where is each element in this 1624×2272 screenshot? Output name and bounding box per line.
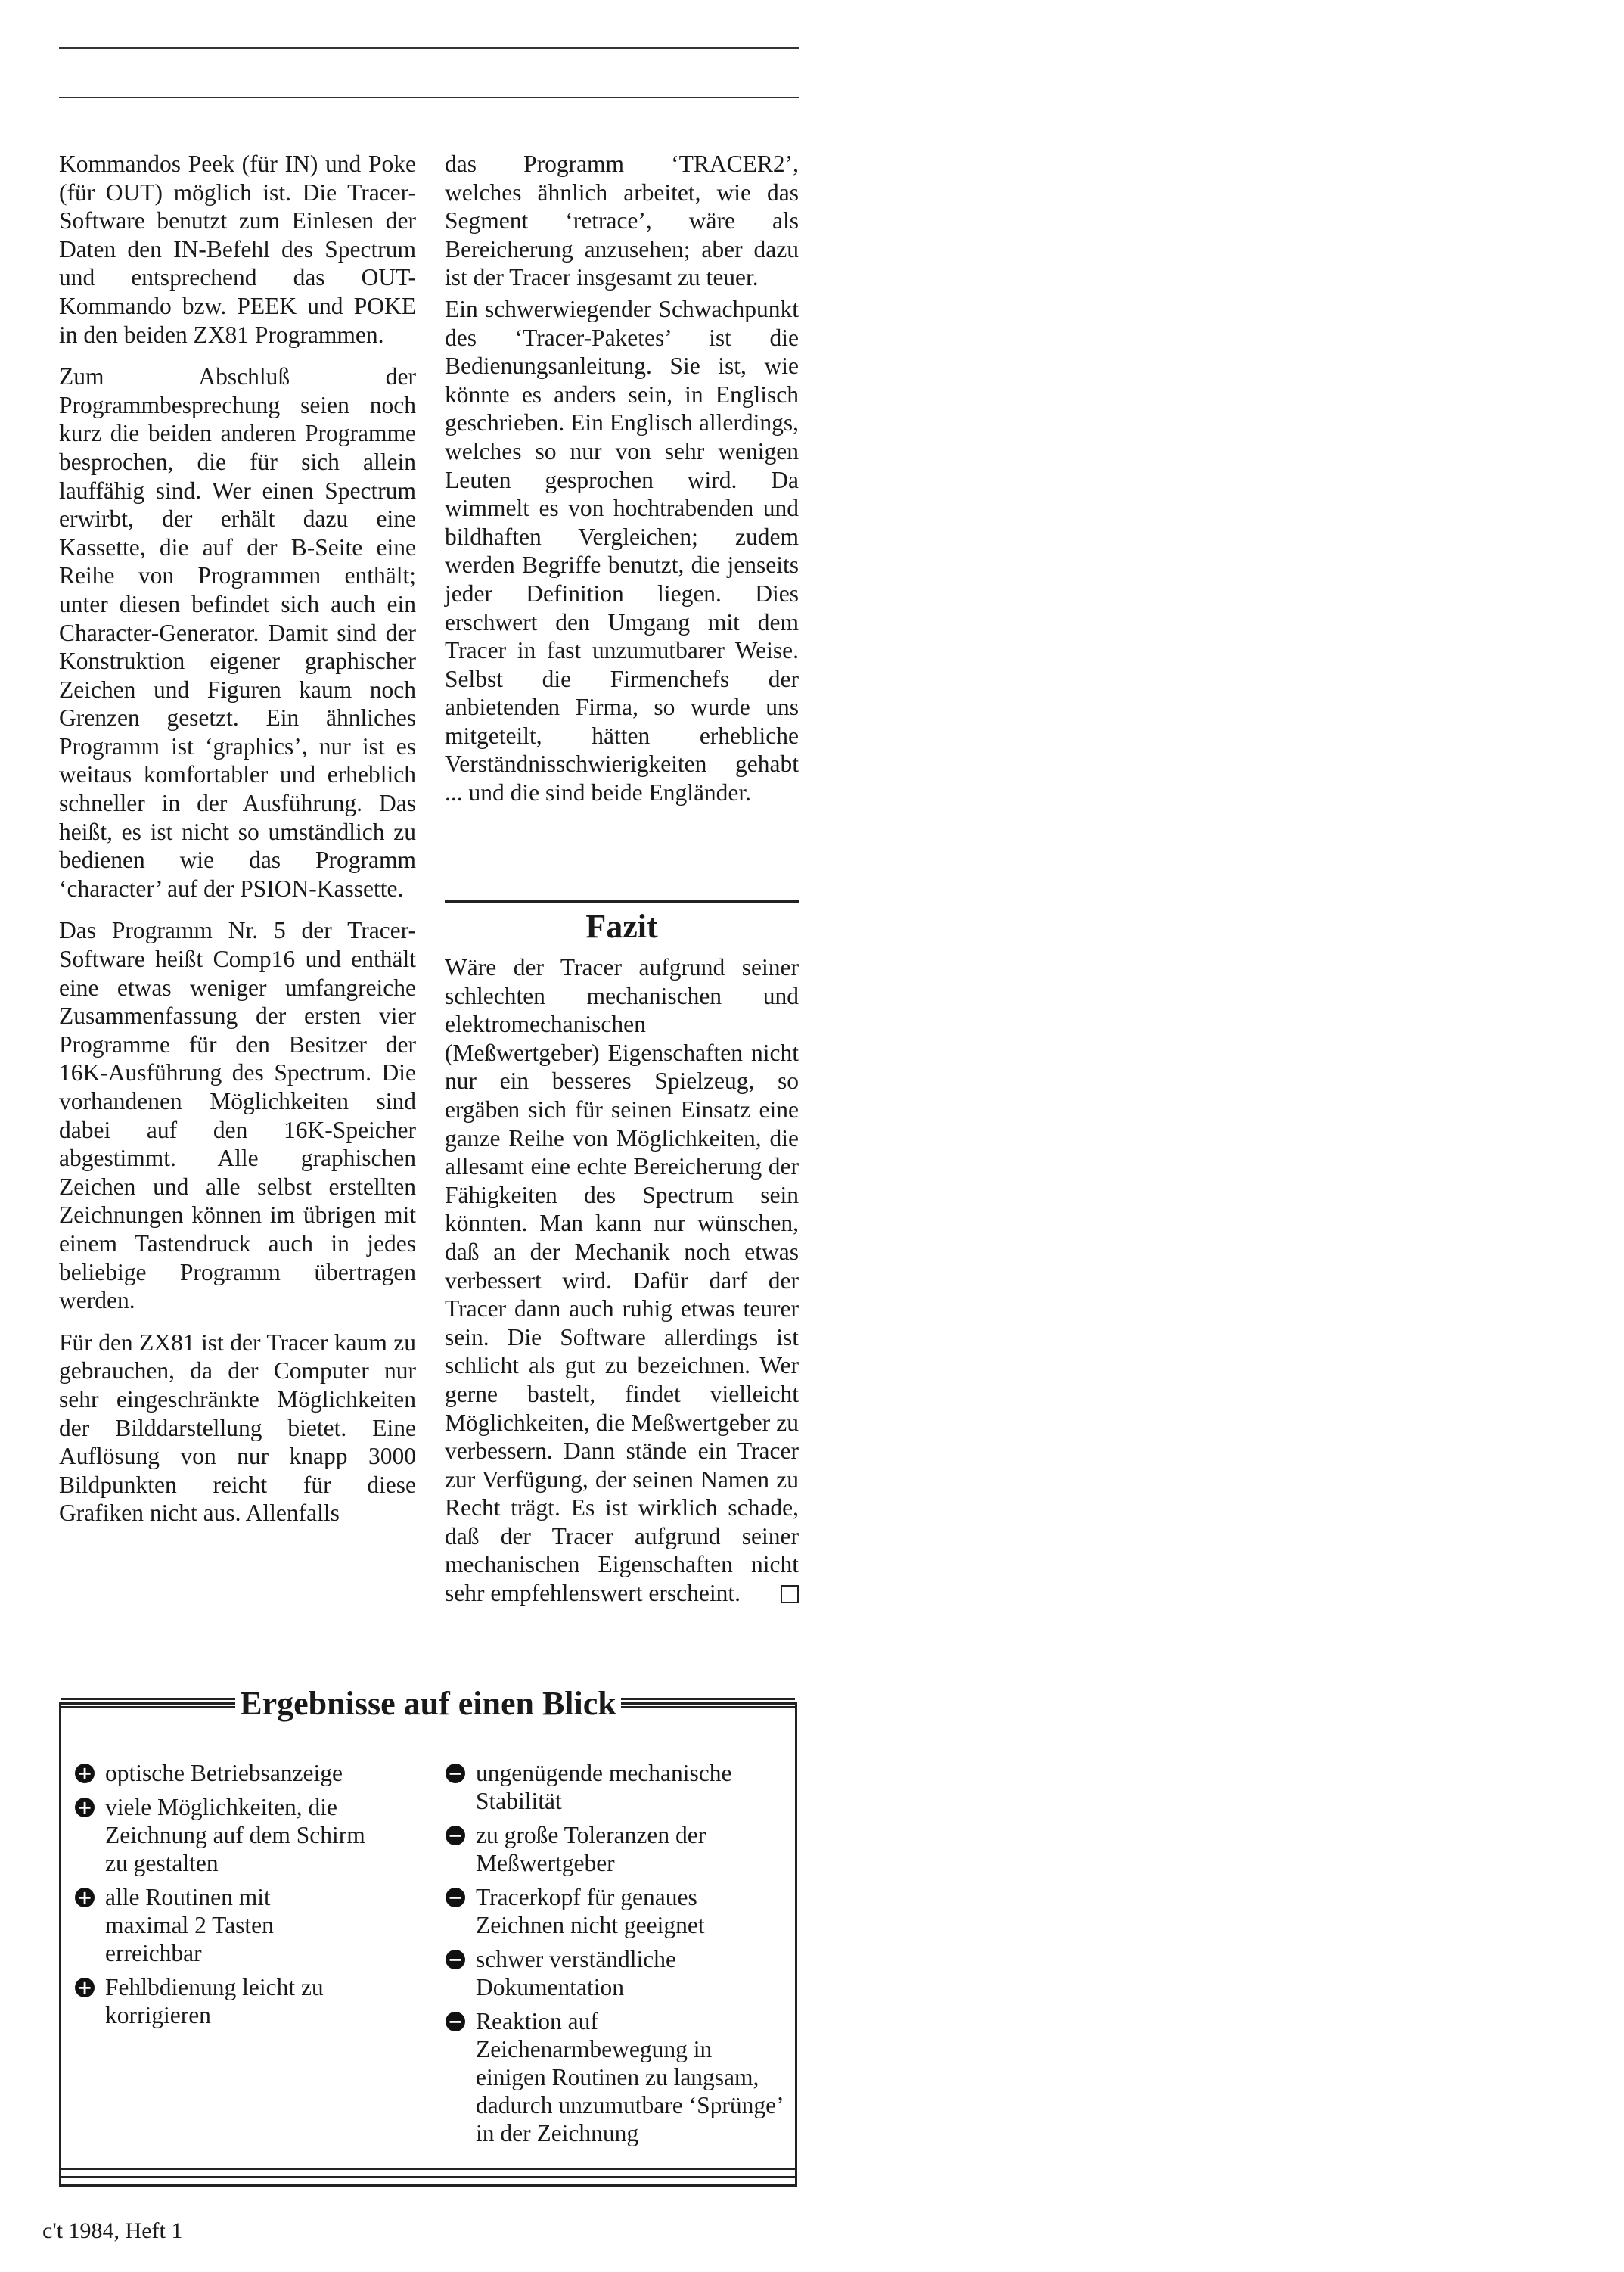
page-footer: c't 1984, Heft 1 bbox=[42, 2218, 183, 2243]
list-item-text: schwer verständliche Dokumentation bbox=[476, 1946, 677, 2000]
pros-list bbox=[75, 1759, 430, 2035]
minus-icon: − bbox=[446, 1826, 465, 1845]
fazit-text: Wäre der Tracer aufgrund seiner schlechten mechanischen und elektromechanischen (Meßwertgeber) Eigenschaften nicht nur ein besseres Spielzeug, so ergäben sich für seinen Einsatz eine ganze Reihe von Möglichkeiten, die allesamt eine echte Bereicherung der Fähigkeiten des Spectrum sein könnten. Man kann nur wünschen, daß an der Mechanik noch etwas verbessert wird. Dafür darf der Tracer dann auch ruhig etwas teurer sein. Die Software allerdings ist schlicht als gut zu bezeichnen. Wer gerne bastelt, findet vielleicht Möglichkeiten, die Meßwertgeber zu verbessern. Dann stände ein Tracer zur Verfügung, der seinen Namen zu Recht trägt. Es ist wirklich schade, daß der Tracer aufgrund seiner mechanischen Eigenschaften nicht sehr empfehlenswert erscheint. bbox=[445, 954, 799, 1607]
list-item bbox=[75, 1973, 430, 2029]
list-item-text: optische Betriebsanzeige bbox=[105, 1760, 343, 1786]
top-rule bbox=[59, 47, 799, 49]
list-item-text: viele Möglichkeiten, die Zeichnung auf dem Schirm zu gestalten bbox=[105, 1794, 365, 1876]
list-item bbox=[446, 1945, 786, 2001]
list-item bbox=[446, 1759, 786, 1815]
list-item-text: Tracerkopf für genaues Zeichnen nicht geeignet bbox=[476, 1884, 705, 1938]
paragraph: das Programm ‘TRACER2’, welches ähnlich arbeitet, wie das Segment ‘retrace’, wäre als Bereicherung anzusehen; aber dazu ist der Tracer insgesamt zu teuer. bbox=[445, 151, 799, 291]
summary-box-title: Ergebnisse auf einen Blick bbox=[235, 1684, 621, 1723]
plus-icon: + bbox=[75, 1888, 95, 1907]
top-rule-lower bbox=[59, 97, 799, 98]
minus-icon: − bbox=[446, 2012, 465, 2031]
paragraph: Kommandos Peek (für IN) und Poke (für OUT) möglich ist. Die Tracer-Software benutzt zum Einlesen der Daten den IN-Befehl des Spectrum und entsprechend das OUT-Kommando bzw. PEEK und POKE in den beiden ZX81 Programmen. bbox=[59, 151, 416, 348]
double-rule bbox=[61, 1698, 235, 1708]
cons-list bbox=[446, 1759, 786, 2153]
double-rule bbox=[61, 2168, 795, 2178]
list-item bbox=[75, 1759, 430, 1787]
list-item bbox=[446, 1883, 786, 1939]
list-item-text: zu große Toleranzen der Meßwertgeber bbox=[476, 1822, 706, 1876]
minus-icon: − bbox=[446, 1764, 465, 1783]
paragraph bbox=[445, 953, 799, 1608]
paragraph: Ein schwerwiegender Schwachpunkt des ‘Tracer-Paketes’ ist die Bedienungsanleitung. Sie ist, wie könnte es anders sein, in Englisch geschrieben. Ein Englisch allerdings, welches so nur von sehr wenigen Leuten gesprochen wird. Da wimmelt es von hochtrabenden und bildhaften Vergleichen; zudem werden Begriffe benutzt, die jenseits jeder Definition liegen. Dies erschwert den Umgang mit dem Tracer in fast unzumutbarer Weise. Selbst die Firmenchefs der anbietenden Firma, so wurde uns mitgeteilt, hätten erhebliche Verständnisschwierigkeiten gehabt ... und die sind beide Engländer. bbox=[445, 295, 799, 807]
minus-icon: − bbox=[446, 1950, 465, 1969]
right-column bbox=[445, 150, 799, 821]
end-mark-icon bbox=[781, 1585, 799, 1603]
list-item-text: Fehlbdienung leicht zu korrigieren bbox=[105, 1974, 324, 2028]
list-item bbox=[75, 1793, 430, 1877]
list-item bbox=[75, 1883, 430, 1967]
fazit-section bbox=[445, 953, 799, 1621]
list-item-text: alle Routinen mit maximal 2 Tasten erreichbar bbox=[105, 1884, 274, 1966]
paragraph: Für den ZX81 ist der Tracer kaum zu gebrauchen, da der Computer nur sehr eingeschränkte Möglichkeiten der Bilddarstellung bietet. Eine Auflösung von nur knapp 3000 Bildpunkten reicht für diese Grafiken nicht aus. Allenfalls bbox=[59, 1329, 416, 1527]
double-rule bbox=[621, 1698, 795, 1708]
plus-icon: + bbox=[75, 1978, 95, 1997]
minus-icon: − bbox=[446, 1888, 465, 1907]
left-column bbox=[59, 150, 416, 1541]
list-item-text: ungenügende mechanische Stabilität bbox=[476, 1760, 732, 1814]
list-item bbox=[446, 1821, 786, 1877]
plus-icon: + bbox=[75, 1798, 95, 1817]
plus-icon: + bbox=[75, 1764, 95, 1783]
list-item-text: Reaktion auf Zeichenarmbewegung in einigen Routinen zu langsam, dadurch unzumutbare ‘Sprünge’ in der Zeichnung bbox=[476, 2008, 783, 2146]
summary-box bbox=[59, 1684, 797, 2187]
paragraph: Das Programm Nr. 5 der Tracer-Software heißt Comp16 und enthält eine etwas weniger umfangreiche Zusammenfassung der ersten vier Programme für den Besitzer der 16K-Ausführung des Spectrum. Die vorhandenen Möglichkeiten sind dabei auf den 16K-Speicher abgestimmt. Alle graphischen Zeichen und alle selbst erstellten Zeichnungen können im übrigen mit einem Tastendruck auch in jedes beliebige Programm übertragen werden. bbox=[59, 917, 416, 1314]
section-heading-fazit: Fazit bbox=[445, 900, 799, 946]
summary-box-header bbox=[61, 1683, 795, 1723]
list-item bbox=[446, 2007, 786, 2147]
paragraph: Zum Abschluß der Programmbesprechung seien noch kurz die beiden anderen Programme besprochen, die für sich allein lauffähig sind. Wer einen Spectrum erwirbt, der erhält dazu eine Kassette, die auf der B-Seite eine Reihe von Programmen enthält; unter diesen befindet sich auch ein Character-Generator. Damit sind der Konstruktion eigener graphischer Zeichen und Figuren kaum noch Grenzen gesetzt. Ein ähnliches Programm ist ‘graphics’, nur ist es weitaus komfortabler und erheblich schneller in der Ausführung. Das heißt, es ist nicht so umständlich zu bedienen wie das Programm ‘character’ auf der PSION-Kassette. bbox=[59, 363, 416, 902]
